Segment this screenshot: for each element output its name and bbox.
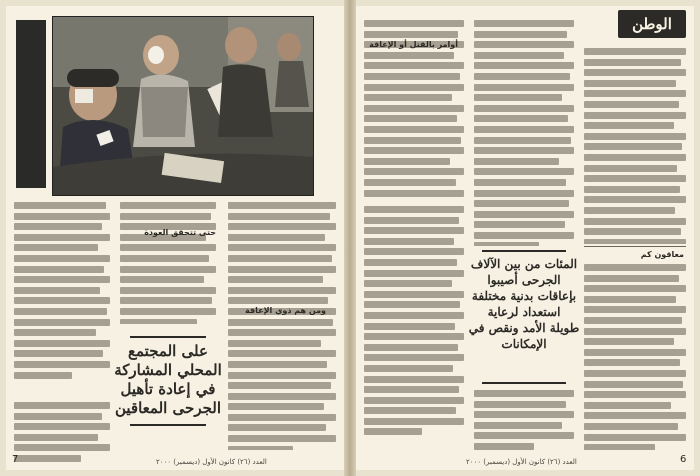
left-col-1 [14,202,110,392]
magazine-masthead: الوطن [618,10,686,38]
right-pull-quote [462,256,586,352]
right-page-number: 6 [680,454,687,465]
right-subhead-2: معاقون كم [640,250,684,259]
photo-illustration [53,17,313,195]
left-col-2-top [120,202,216,324]
wounded-children-photo [52,16,314,196]
right-col-1 [584,48,686,244]
right-col-1-lower [584,264,686,450]
left-page [6,6,344,470]
left-quote-line-4: الجرحى المعاقين [114,399,222,417]
left-quote-line-2: المحلي المشاركة [114,361,222,379]
left-subhead-1: حتى تتحقق العودة [144,228,216,237]
left-footer: العدد (٢٦) كانون الأول (ديسمبر) ٢٠٠٠ [156,458,267,466]
right-quote-line-3: بإعاقات بدنية مختلفة [471,289,577,303]
left-page-number: 7 [12,454,19,465]
right-quote-line-1: المئات من بين الآلاف [470,257,578,271]
left-pull-quote [110,342,226,418]
left-quote-rule-top [130,336,206,338]
photo-side-bar [16,20,46,188]
right-col-3-lower [364,206,464,446]
right-quote-rule-top [482,250,566,252]
right-col-1-divider [584,246,686,247]
left-quote-line-1: على المجتمع [128,342,208,360]
right-page [356,6,694,470]
right-quote-line-7: الإمكانات [501,337,547,351]
right-subhead-1: أوامر بالقتل أو الإعاقة [369,40,458,49]
right-quote-rule-bottom [482,382,566,384]
left-quote-line-3: في إعادة تأهيل [120,380,216,398]
left-quote-rule-bottom [130,424,206,426]
left-col-3 [228,202,336,450]
right-col-2-bottom [474,390,574,450]
right-quote-line-5: استعداد لرعاية [487,305,561,319]
right-quote-line-2: الجرحى أصيبوا [487,273,561,287]
right-footer: العدد (٢٦) كانون الأول (ديسمبر) ٢٠٠٠ [466,458,577,466]
left-col-1-bottom [14,402,110,462]
spread-gutter [344,0,356,476]
left-subhead-2: ومن هم ذوي الإعاقة [245,306,326,315]
right-col-2-top [474,20,574,246]
right-quote-line-6: طويلة الأمد ونقص في [468,321,580,335]
